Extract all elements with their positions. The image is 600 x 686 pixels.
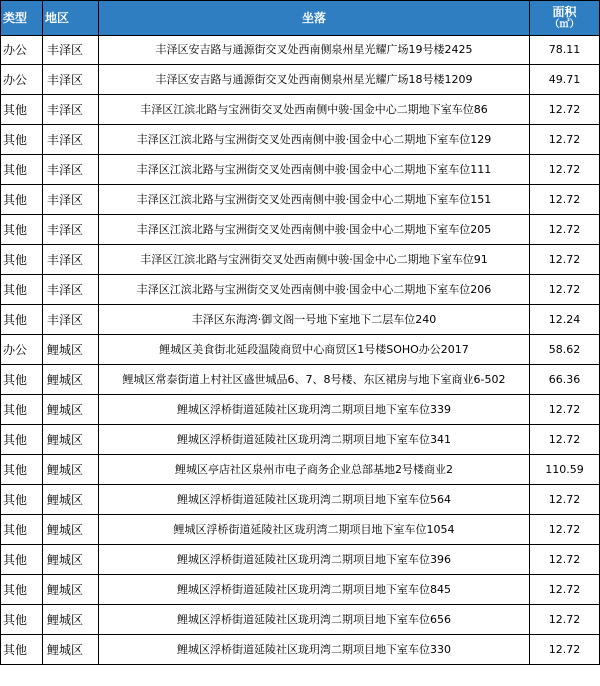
header-address: 坐落: [99, 1, 530, 36]
header-district: 地区: [43, 1, 99, 36]
cell-type: 其他: [1, 605, 43, 635]
cell-area: 12.72: [530, 635, 600, 665]
cell-area: 12.24: [530, 305, 600, 335]
cell-address: 鲤城区浮桥街道延陵社区珑玥湾二期项目地下室车位845: [99, 575, 530, 605]
cell-type: 其他: [1, 395, 43, 425]
cell-type: 其他: [1, 185, 43, 215]
cell-area: 12.72: [530, 275, 600, 305]
cell-type: 其他: [1, 545, 43, 575]
cell-address: 鲤城区浮桥街道延陵社区珑玥湾二期项目地下室车位341: [99, 425, 530, 455]
cell-address: 鲤城区浮桥街道延陵社区珑玥湾二期项目地下室车位339: [99, 395, 530, 425]
cell-address: 鲤城区浮桥街道延陵社区珑玥湾二期项目地下室车位656: [99, 605, 530, 635]
cell-address: 丰泽区江滨北路与宝洲街交叉处西南侧中骏·国金中心二期地下室车位86: [99, 95, 530, 125]
cell-address: 鲤城区浮桥街道延陵社区珑玥湾二期项目地下室车位330: [99, 635, 530, 665]
cell-type: 其他: [1, 365, 43, 395]
table-row: [1, 65, 600, 95]
cell-area: 66.36: [530, 365, 600, 395]
cell-type: 其他: [1, 305, 43, 335]
cell-district: 鲤城区: [43, 485, 99, 515]
header-type: 类型: [1, 1, 43, 36]
cell-address: 鲤城区常泰街道上村社区盛世城品6、7、8号楼、东区裙房与地下室商业6-502: [99, 365, 530, 395]
cell-address: 丰泽区江滨北路与宝洲街交叉处西南侧中骏·国金中心二期地下室车位206: [99, 275, 530, 305]
cell-address: 丰泽区安吉路与通源街交叉处西南侧泉州星光耀广场18号楼1209: [99, 65, 530, 95]
cell-area: 12.72: [530, 215, 600, 245]
cell-district: 鲤城区: [43, 515, 99, 545]
cell-district: 鲤城区: [43, 605, 99, 635]
cell-type: 其他: [1, 425, 43, 455]
table-row: [1, 455, 600, 485]
cell-address: 丰泽区江滨北路与宝洲街交叉处西南侧中骏·国金中心二期地下室车位129: [99, 125, 530, 155]
cell-district: 鲤城区: [43, 545, 99, 575]
cell-address: 鲤城区亭店社区泉州市电子商务企业总部基地2号楼商业2: [99, 455, 530, 485]
cell-area: 110.59: [530, 455, 600, 485]
cell-district: 丰泽区: [43, 305, 99, 335]
table-row: [1, 605, 600, 635]
table-row: [1, 485, 600, 515]
cell-district: 丰泽区: [43, 125, 99, 155]
table-row: [1, 245, 600, 275]
table-row: [1, 305, 600, 335]
cell-address: 鲤城区浮桥街道延陵社区珑玥湾二期项目地下室车位564: [99, 485, 530, 515]
cell-type: 其他: [1, 125, 43, 155]
cell-district: 丰泽区: [43, 185, 99, 215]
table-row: [1, 575, 600, 605]
table-row: [1, 635, 600, 665]
cell-district: 鲤城区: [43, 425, 99, 455]
table-row: [1, 395, 600, 425]
cell-address: 丰泽区江滨北路与宝洲街交叉处西南侧中骏·国金中心二期地下室车位91: [99, 245, 530, 275]
header-area-label: 面积: [552, 4, 577, 19]
cell-district: 丰泽区: [43, 65, 99, 95]
cell-type: 其他: [1, 95, 43, 125]
table-row: [1, 155, 600, 185]
cell-type: 其他: [1, 635, 43, 665]
table-row: [1, 95, 600, 125]
cell-type: 其他: [1, 575, 43, 605]
cell-area: 12.72: [530, 125, 600, 155]
cell-type: 办公: [1, 65, 43, 95]
cell-area: 12.72: [530, 545, 600, 575]
cell-district: 鲤城区: [43, 635, 99, 665]
cell-type: 办公: [1, 335, 43, 365]
cell-address: 丰泽区安吉路与通源街交叉处西南侧泉州星光耀广场19号楼2425: [99, 36, 530, 65]
cell-district: 丰泽区: [43, 36, 99, 65]
cell-area: 12.72: [530, 245, 600, 275]
cell-type: 办公: [1, 36, 43, 65]
cell-address: 鲤城区浮桥街道延陵社区珑玥湾二期项目地下室车位396: [99, 545, 530, 575]
header-area: [530, 1, 600, 36]
header-area-unit: （㎡）: [549, 18, 580, 30]
cell-area: 12.72: [530, 605, 600, 635]
cell-area: 12.72: [530, 575, 600, 605]
cell-type: 其他: [1, 485, 43, 515]
cell-type: 其他: [1, 515, 43, 545]
table-row: [1, 425, 600, 455]
cell-address: 丰泽区江滨北路与宝洲街交叉处西南侧中骏·国金中心二期地下室车位151: [99, 185, 530, 215]
cell-area: 12.72: [530, 155, 600, 185]
cell-type: 其他: [1, 155, 43, 185]
table-row: [1, 335, 600, 365]
table-row: [1, 515, 600, 545]
cell-type: 其他: [1, 245, 43, 275]
cell-district: 鲤城区: [43, 455, 99, 485]
cell-type: 其他: [1, 275, 43, 305]
cell-area: 58.62: [530, 335, 600, 365]
cell-area: 12.72: [530, 395, 600, 425]
cell-address: 丰泽区东海湾·御文阁一号地下室地下二层车位240: [99, 305, 530, 335]
cell-type: 其他: [1, 455, 43, 485]
cell-area: 12.72: [530, 425, 600, 455]
cell-type: 其他: [1, 215, 43, 245]
cell-area: 49.71: [530, 65, 600, 95]
cell-district: 丰泽区: [43, 215, 99, 245]
table-row: [1, 365, 600, 395]
cell-district: 鲤城区: [43, 365, 99, 395]
cell-area: 78.11: [530, 36, 600, 65]
table-row: [1, 36, 600, 65]
cell-district: 鲤城区: [43, 335, 99, 365]
table-row: [1, 125, 600, 155]
cell-district: 丰泽区: [43, 95, 99, 125]
cell-address: 丰泽区江滨北路与宝洲街交叉处西南侧中骏·国金中心二期地下室车位205: [99, 215, 530, 245]
cell-district: 丰泽区: [43, 155, 99, 185]
cell-area: 12.72: [530, 485, 600, 515]
cell-address: 丰泽区江滨北路与宝洲街交叉处西南侧中骏·国金中心二期地下室车位111: [99, 155, 530, 185]
cell-district: 鲤城区: [43, 395, 99, 425]
header-row: [1, 1, 600, 36]
cell-district: 丰泽区: [43, 245, 99, 275]
cell-area: 12.72: [530, 515, 600, 545]
table-row: [1, 215, 600, 245]
cell-address: 鲤城区美食街北延段温陵商贸中心商贸区1号楼SOHO办公2017: [99, 335, 530, 365]
table-row: [1, 545, 600, 575]
cell-area: 12.72: [530, 95, 600, 125]
cell-district: 丰泽区: [43, 275, 99, 305]
table-row: [1, 185, 600, 215]
table-row: [1, 275, 600, 305]
cell-area: 12.72: [530, 185, 600, 215]
cell-district: 鲤城区: [43, 575, 99, 605]
cell-address: 鲤城区浮桥街道延陵社区珑玥湾二期项目地下室车位1054: [99, 515, 530, 545]
